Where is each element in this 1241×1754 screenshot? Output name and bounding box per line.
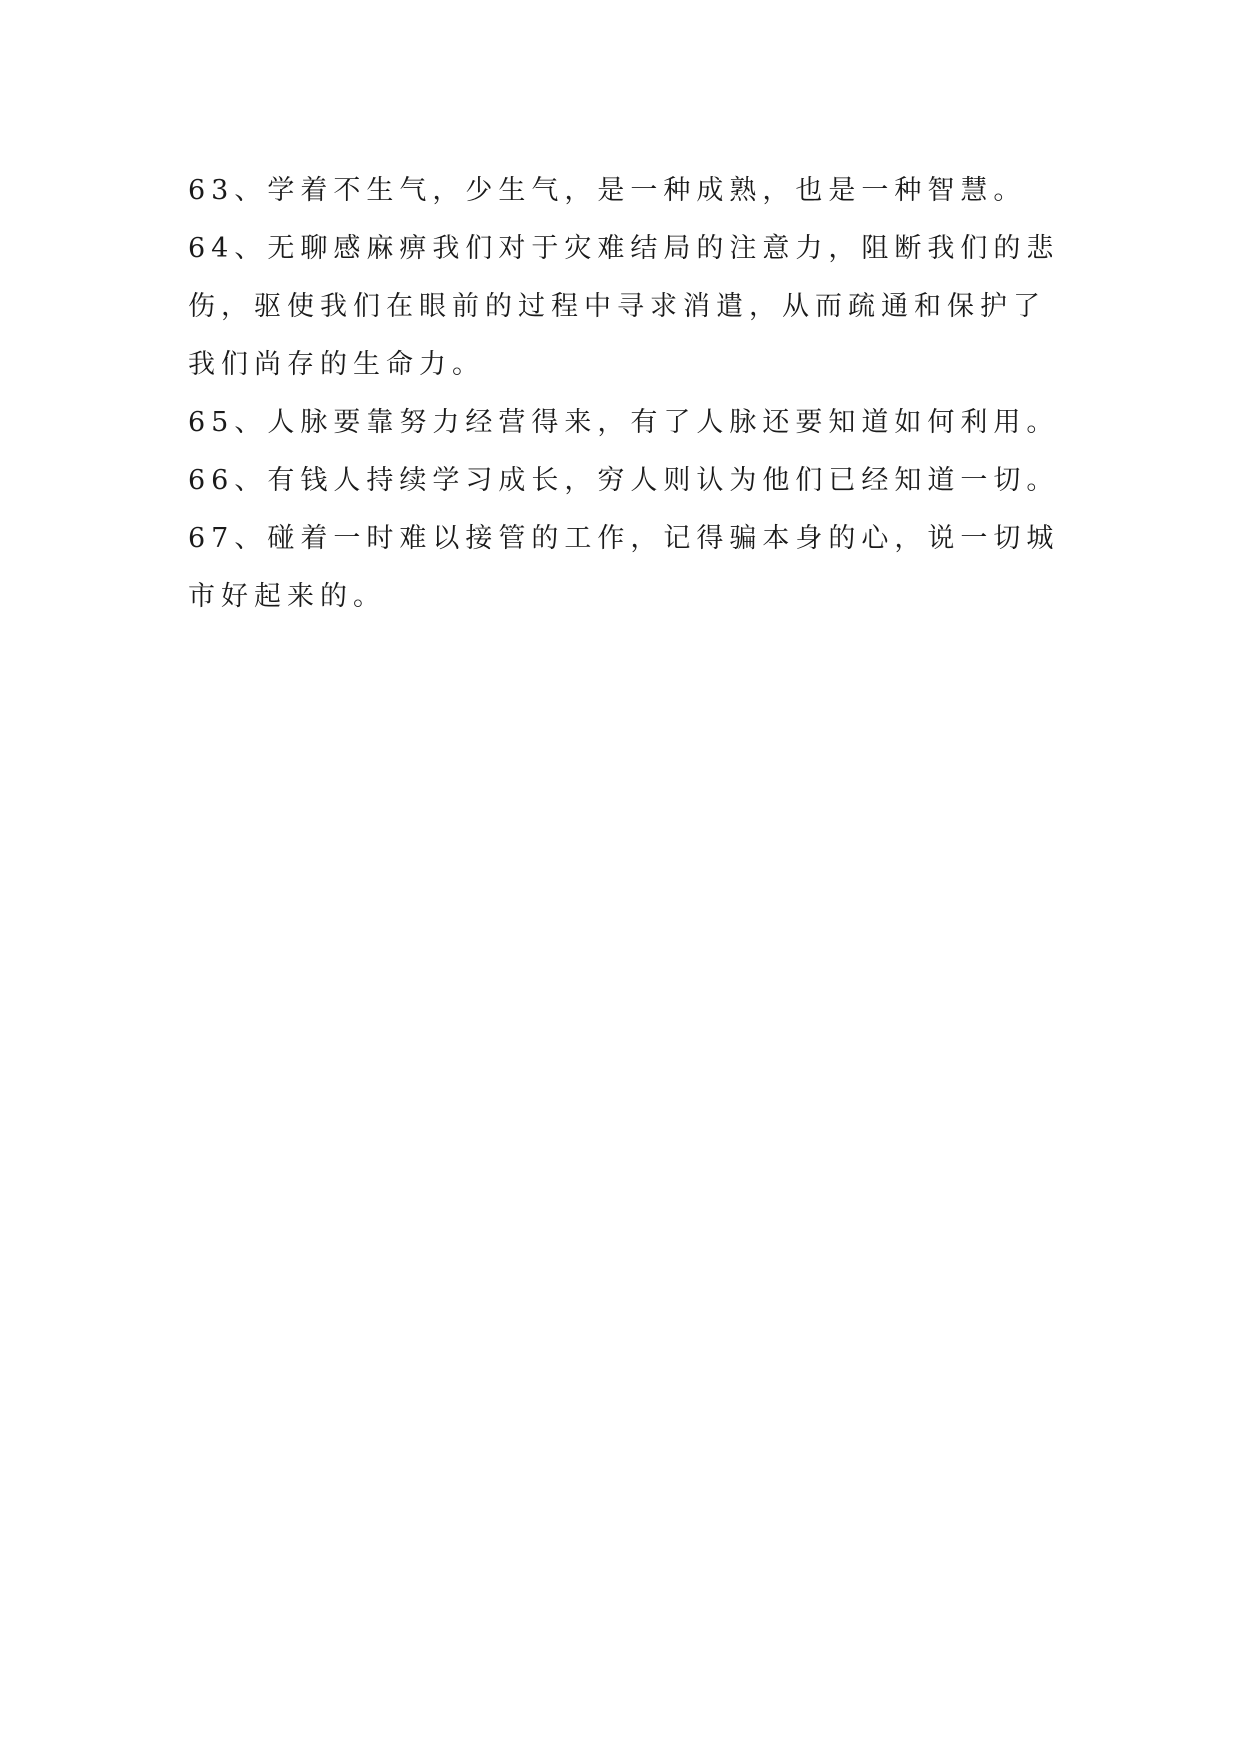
text-line: 伤，驱使我们在眼前的过程中寻求消遣，从而疏通和保护了: [188, 291, 1046, 322]
text-line: 67、碰着一时难以接管的工作，记得骗本身的心，说一切城: [188, 523, 1060, 554]
text-line: 65、人脉要靠努力经营得来，有了人脉还要知道如何利用。: [188, 407, 1060, 438]
text-line: 64、无聊感麻痹我们对于灾难结局的注意力，阻断我们的悲: [188, 233, 1060, 264]
text-line: 我们尚存的生命力。: [188, 349, 485, 380]
text-line: 市好起来的。: [188, 581, 386, 612]
text-line: 63、学着不生气，少生气，是一种成熟，也是一种智慧。: [188, 175, 1027, 206]
document-body: [188, 162, 1068, 626]
text-line: 66、有钱人持续学习成长，穷人则认为他们已经知道一切。: [188, 465, 1060, 496]
